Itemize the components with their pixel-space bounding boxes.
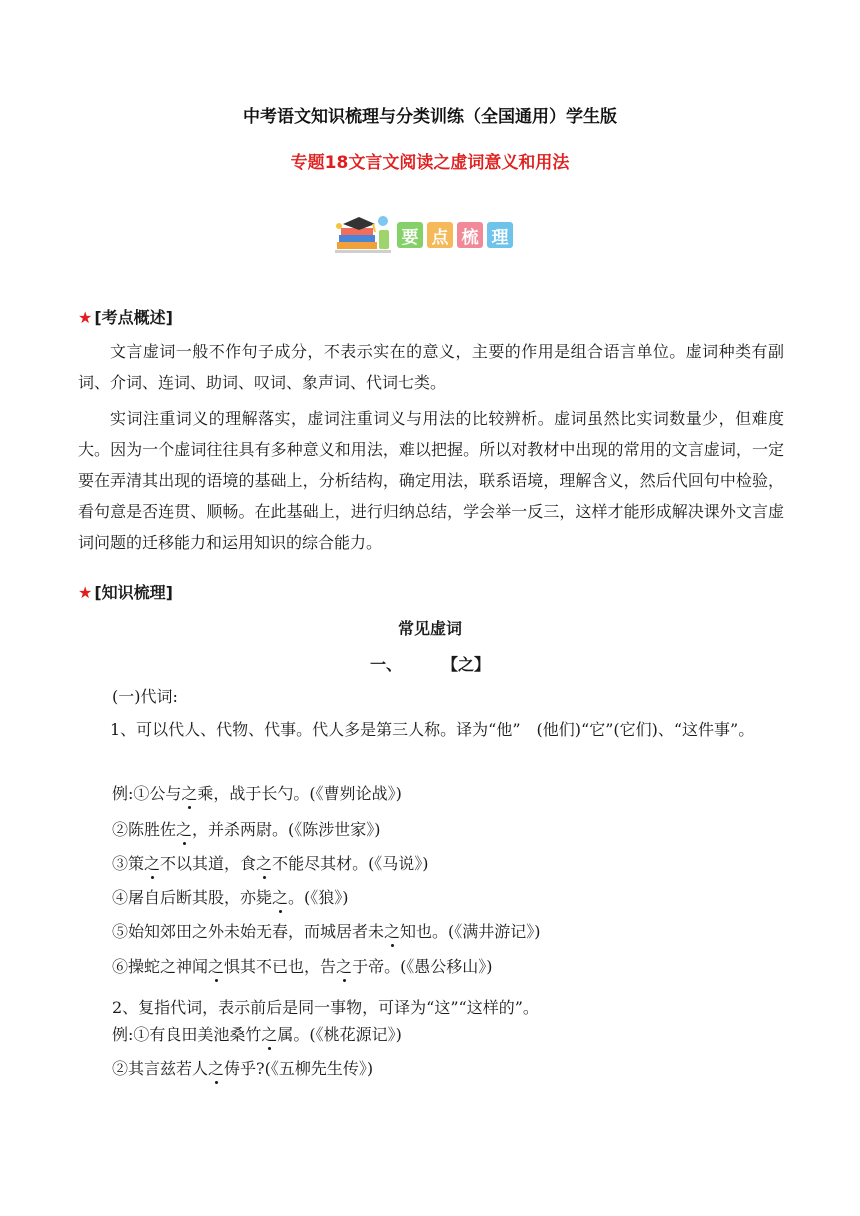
document-title: 中考语文知识梳理与分类训练（全国通用）学生版 (243, 107, 617, 127)
example-text: ⑥操蛇之神闻 (112, 957, 209, 976)
example-text: ②其言兹若人 (112, 1059, 209, 1078)
banner-char-yao: 要 (397, 222, 423, 248)
key-points-banner (333, 212, 513, 258)
example-text: 不能尽其材。(《马说》) (272, 854, 429, 873)
emphasized-word: 之 (272, 888, 289, 907)
banner-char-li: 理 (487, 222, 513, 248)
example-text: ③策 (112, 854, 145, 873)
overview-paragraph-2: 实词注重词义的理解落实，虚词注重词义与用法的比较辨析。虚词虽然比实词数量少，但难度大。因为一个虚词往往具有多种意义和用法，难以把握。所以对教材中出现的常用的文言虚词，一定要在弄清其出现的语境的基础上，分析结构，确定用法，联系语境，理解含义，然后代回句中检验，看句意是否连贯、顺畅。在此基础上，进行归纳总结，学会举一反三，这样才能形成解决课外文言虚词问题的迁移能力和运用知识的综合能力。 (78, 409, 784, 552)
example-line (112, 1022, 402, 1045)
emphasized-word: 之 (261, 1025, 278, 1044)
item-heading (0, 652, 860, 675)
item-number: 一、 (369, 655, 402, 674)
example-text: 。(《狼》) (288, 888, 349, 907)
emphasized-word: 之 (144, 854, 161, 873)
example-line (112, 817, 381, 840)
emphasized-word: 之 (181, 784, 198, 803)
overview-heading (78, 305, 173, 328)
example-text: 例:①公与 (112, 784, 182, 803)
example-text: 乘，战于长勺。(《曹刿论战》) (197, 784, 402, 803)
emphasized-word: 之 (336, 957, 353, 976)
example-text: ④屠自后断其股，亦毙 (112, 888, 273, 907)
example-line (112, 954, 493, 977)
emphasized-word: 之 (208, 957, 225, 976)
star-icon: ★ (78, 583, 93, 602)
example-line (112, 851, 429, 874)
overview-paragraph-1: 文言虚词一般不作句子成分，不表示实在的意义，主要的作用是组合语言单位。虚词种类有副词、介词、连词、助词、叹词、象声词、代词七类。 (78, 342, 784, 392)
example-line (112, 781, 402, 804)
example-line (112, 919, 541, 942)
overview-heading-text: [考点概述] (94, 308, 173, 327)
example-text: 惧其不已也，告 (224, 957, 337, 976)
example-line (112, 885, 349, 908)
banner-char-dian: 点 (427, 222, 453, 248)
example-text: 俦乎?(《五柳先生传》) (224, 1059, 374, 1078)
example-text: 例:①有良田美池桑竹 (112, 1025, 262, 1044)
banner-char-shu: 梳 (457, 222, 483, 248)
star-icon: ★ (78, 308, 93, 327)
example-text: ②陈胜佐 (112, 820, 177, 839)
stationery-illustration-icon (333, 212, 393, 258)
knowledge-heading-text: [知识梳理] (94, 583, 173, 602)
emphasized-word: 之 (384, 922, 401, 941)
emphasized-word: 之 (208, 1059, 225, 1078)
example-text: 于帝。(《愚公移山》) (352, 957, 493, 976)
example-text: 属。(《桃花源记》) (277, 1025, 402, 1044)
topic-subtitle: 专题18文言文阅读之虚词意义和用法 (290, 153, 570, 173)
item-word: 【之】 (442, 655, 491, 674)
example-line (112, 1056, 373, 1079)
example-text: ⑤始知郊田之外未始无春，而城居者未 (112, 922, 385, 941)
knowledge-heading (78, 580, 173, 603)
example-text: 不以其道，食 (160, 854, 257, 873)
point-2-text: 2、复指代词，表示前后是同一事物，可译为“这”“这样的”。 (112, 998, 539, 1017)
common-function-words-heading: 常见虚词 (397, 619, 462, 638)
category-label: (一)代词: (112, 687, 178, 706)
emphasized-word: 之 (256, 854, 273, 873)
example-text: ，并杀两尉。(《陈涉世家》) (192, 820, 381, 839)
emphasized-word: 之 (176, 820, 193, 839)
point-1-text: 1、可以代人、代物、代事。代人多是第三人称。译为“他” (他们)“它”(它们)、“这件事”。 (110, 720, 755, 739)
example-text: 知也。(《满井游记》) (400, 922, 541, 941)
